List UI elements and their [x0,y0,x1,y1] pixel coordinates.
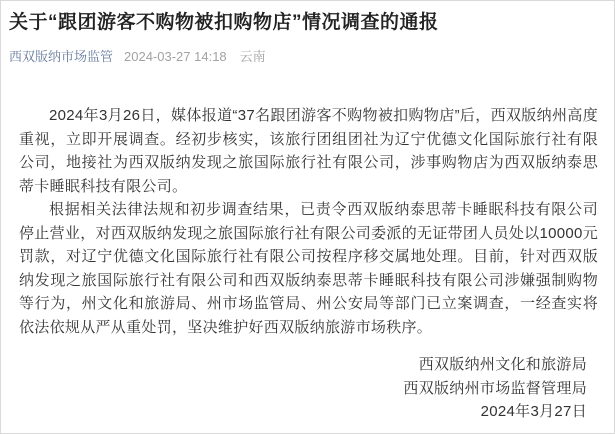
publish-timestamp: 2024-03-27 14:18 [124,48,227,64]
body-paragraph-1: 2024年3月26日，媒体报道“37名跟团游客不购物被扣购物店”后，西双版纳州高度重视，立即开展调查。经初步核实，该旅行团组团社为辽宁优德文化国际旅行社有限公司，地接社为西双版纳发现之旅国际旅行社有限公司，涉事购物店为西双版纳泰思蒂卡睡眠科技有限公司。 [19,107,598,195]
page-title: 关于“跟团游客不购物被扣购物店”情况调查的通报 [9,12,439,33]
account-name-link[interactable]: 西双版纳市场监管 [9,48,114,64]
byline [9,49,606,65]
signature-org-1: 西双版纳州文化和旅游局 [418,356,587,374]
signature-org-2: 西双版纳州市场监督管理局 [403,379,587,397]
signature-block [1,353,587,424]
signature-date: 2024年3月27日 [480,403,587,421]
publish-location: 云南 [239,48,266,64]
article-body [19,104,598,339]
body-paragraph-2: 根据相关法律法规和初步调查结果，已责令西双版纳泰思蒂卡睡眠科技有限公司停止营业，对西双版纳发现之旅国际旅行社有限公司委派的无证带团人员处以10000元罚款，对辽宁优德文化国际旅行社有限公司按程序移交属地处理。目前，针对西双版纳发现之旅国际旅行社有限公司和西双版纳泰思蒂卡睡眠科技有限公司涉嫌强制购物等行为，州文化和旅游局、州市场监管局、州公安局等部门已立案调查，一经查实将依法依规从严从重处罚，坚决维护好西双版纳旅游市场秩序。 [19,201,598,336]
